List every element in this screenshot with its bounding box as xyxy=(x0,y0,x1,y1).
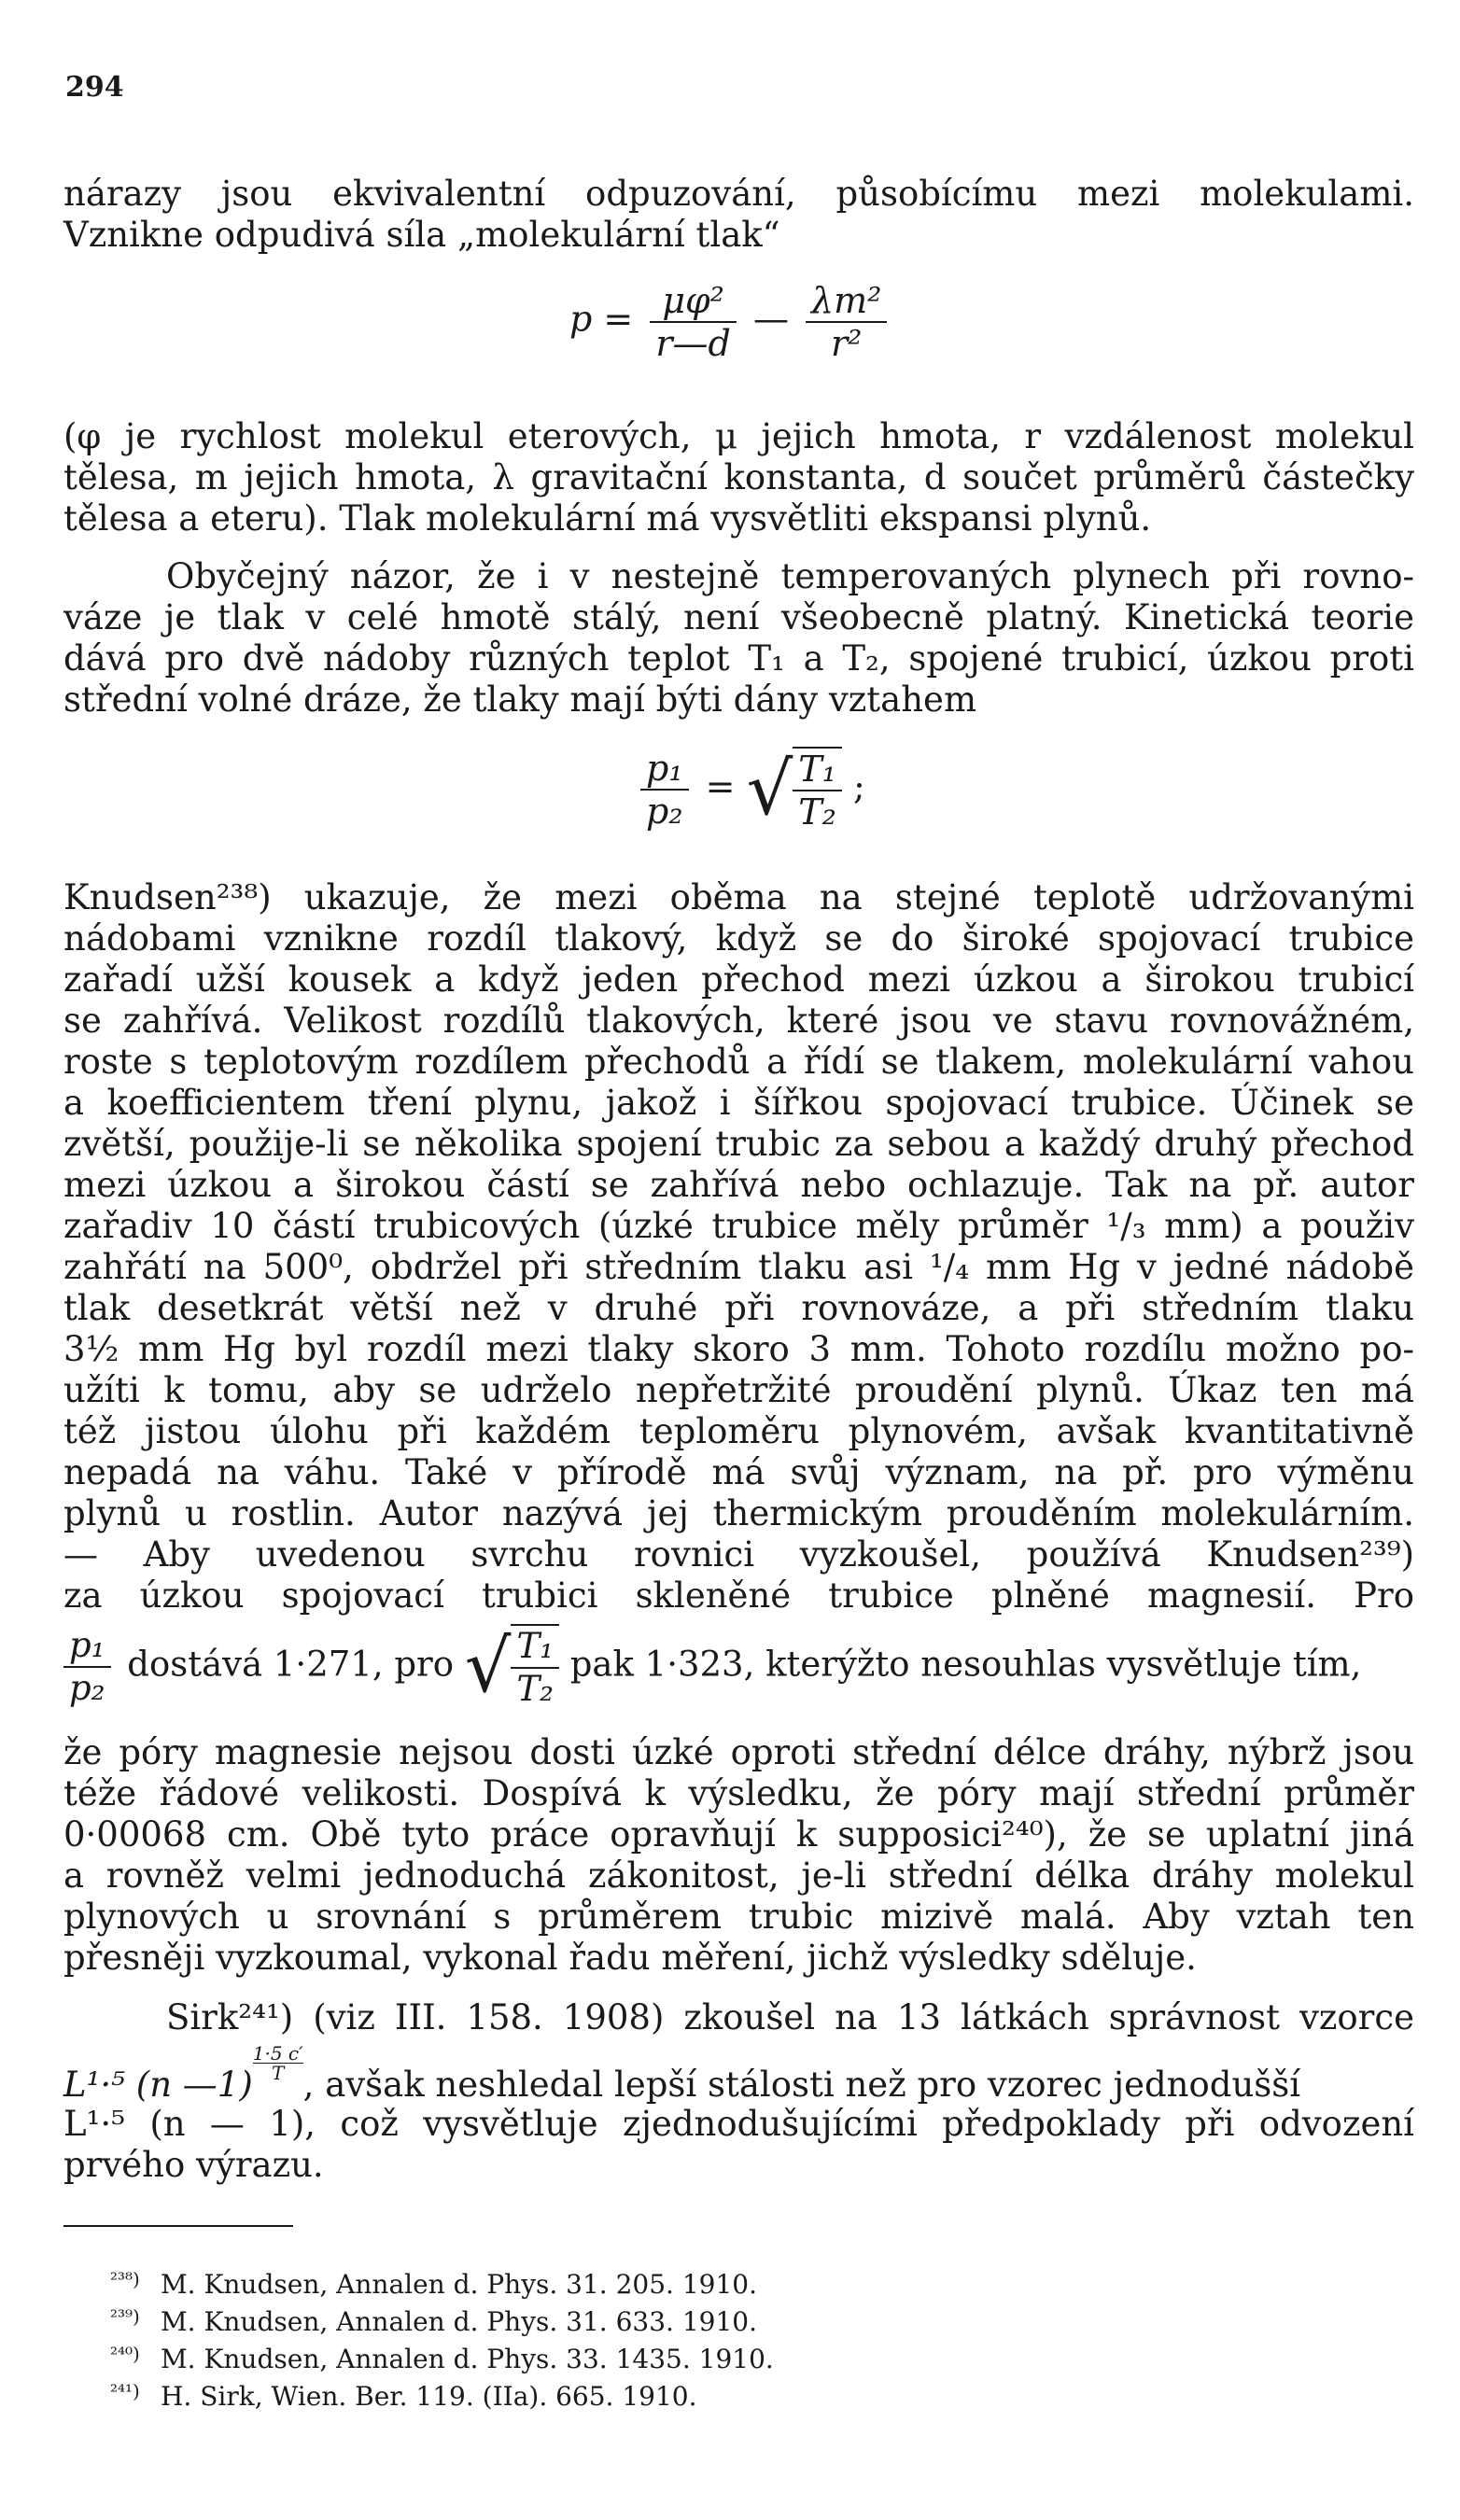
formula-equals: = xyxy=(705,765,736,807)
inline-sqrt: √ $\frac{\text{T₁}}{\text{T₂}}$ xyxy=(465,1624,559,1710)
page-number: 294 xyxy=(65,71,124,104)
text-line: a koefficientem tření plynu, jakož i šířkou spojovací trubice. Účinek se xyxy=(63,1083,1414,1123)
footnote: ²³⁸) M. Knudsen, Annalen d. Phys. 31. 205. 1910. xyxy=(110,2268,758,2300)
text-line: (φ je rychlost molekul eterových, μ jejich hmota, r vzdálenost molekul xyxy=(63,416,1414,456)
text-line: nárazy jsou ekvivalentní odpuzování, působícímu mezi molekulami. xyxy=(63,174,1414,214)
text-line: 0·00068 cm. Obě tyto práce opravňují k supposici²⁴⁰), že se uplatní jiná xyxy=(63,1814,1414,1855)
formula-minus: — xyxy=(752,298,789,340)
text-line: roste s teplotovým rozdílem přechodů a řídí se tlakem, molekulární vahou xyxy=(63,1042,1414,1082)
footnote-rule xyxy=(63,2225,293,2227)
text-line: — Aby uvedenou svrchu rovnici vyzkoušel, používá Knudsen²³⁹) xyxy=(63,1534,1414,1575)
text-line-formula: L¹·⁵ (n —1) $\frac{1\cdot 5 c'}{T}$ , avšak neshledal lepší stálosti než pro vzorec jednodušší xyxy=(63,2042,1301,2105)
text-line: Obyčejný názor, že i v nestejně temperovaných plynech při rovno- xyxy=(166,556,1414,596)
text-line: zvětší, použije-li se několika spojení trubic za sebou a každý druhý přechod xyxy=(63,1124,1414,1164)
formula-end: ; xyxy=(852,765,865,807)
text-line: nepadá na váhu. Také v přírodě má svůj význam, na př. pro výměnu xyxy=(63,1452,1414,1492)
text-line: Sirk²⁴¹) (viz III. 158. 1908) zkoušel na 13 látkách správnost vzorce xyxy=(166,1997,1414,2037)
formula-fraction: $\frac{\text{μφ²}}{r—d}$ xyxy=(650,280,737,364)
text-line: tělesa, m jejich hmota, λ gravitační konstanta, d součet průměrů částečky xyxy=(63,457,1414,497)
text-line: též jistou úlohu při každém teploměru plynovém, avšak kvantitativně xyxy=(63,1411,1414,1451)
formula-pressure xyxy=(569,280,892,364)
text-line: střední volné dráze, že tlaky mají býti dány vztahem xyxy=(63,679,977,720)
text-line: téže řádové velikosti. Dospívá k výsledku, že póry mají střední průměr xyxy=(63,1773,1414,1813)
text-line: váze je tlak v celé hmotě stálý, není všeobecně platný. Kinetická teorie xyxy=(63,597,1414,637)
footnote: ²³⁹) M. Knudsen, Annalen d. Phys. 31. 633. 1910. xyxy=(110,2305,758,2337)
footnote: ²⁴¹) H. Sirk, Wien. Ber. 119. (IIa). 665. 1910. xyxy=(110,2380,697,2412)
formula-sqrt: √ $\frac{\text{T₁}}{\text{T₂}}$ xyxy=(747,747,842,833)
text-line: plynů u rostlin. Autor nazývá jej thermickým prouděním molekulárním. xyxy=(63,1493,1414,1533)
inline-text: pak 1·323, kterýžto nesouhlas vysvětluje tím, xyxy=(569,1644,1362,1685)
footnote: ²⁴⁰) M. Knudsen, Annalen d. Phys. 33. 1435. 1910. xyxy=(110,2343,774,2374)
text-line: tělesa a eteru). Tlak molekulární má vysvětliti ekspansi plynů. xyxy=(63,498,1152,539)
text-line: za úzkou spojovací trubici skleněné trubice plněné magnesií. Pro xyxy=(63,1575,1414,1616)
text-line: zařadiv 10 částí trubicových (úzké trubice měly průměr ¹/₃ mm) a použiv xyxy=(63,1206,1414,1246)
inline-formula-line xyxy=(63,1624,1361,1710)
text-line: a rovněž velmi jednoduchá zákonitost, je-li střední délka dráhy molekul xyxy=(63,1855,1414,1896)
text-line: se zahřívá. Velikost rozdílů tlakových, které jsou ve stavu rovnovážném, xyxy=(63,1001,1414,1041)
exponent-fraction: $\frac{1\cdot 5 c'}{T}$ xyxy=(252,2042,303,2084)
text-line: mezi úzkou a širokou částí se zahřívá nebo ochlazuje. Tak na př. autor xyxy=(63,1165,1414,1205)
text-line: plynových u srovnání s průměrem trubic mizivě malá. Aby vztah ten xyxy=(63,1897,1414,1937)
text-line: dává pro dvě nádoby různých teplot T₁ a T₂, spojené trubicí, úzkou proti xyxy=(63,638,1414,679)
text-line: zařadí užší kousek a když jeden přechod mezi úzkou a širokou trubicí xyxy=(63,959,1414,1000)
text-line: zahřátí na 500⁰, obdržel při středním tlaku asi ¹/₄ mm Hg v jedné nádobě xyxy=(63,1247,1414,1287)
inline-fraction: $\frac{\text{p₁}}{\text{p₂}}$ xyxy=(63,1625,111,1709)
text-line: 3½ mm Hg byl rozdíl mezi tlaky skoro 3 mm. Tohoto rozdílu možno po- xyxy=(63,1329,1414,1369)
text-line: Knudsen²³⁸) ukazuje, že mezi oběma na stejné teplotě udržovanými xyxy=(63,877,1414,917)
text-line: L¹·⁵ (n — 1), což vysvětluje zjednodušujícími předpoklady při odvození xyxy=(63,2104,1414,2144)
text-line: prvého výrazu. xyxy=(63,2145,324,2185)
text-line: Vznikne odpudivá síla „molekulární tlak“ xyxy=(63,215,780,255)
formula-fraction: $\frac{\text{λm²}}{\text{r²}}$ xyxy=(806,280,887,364)
formula-pressure-ratio xyxy=(635,747,865,833)
inline-text: dostává 1·271, pro xyxy=(127,1644,454,1685)
text-line: užíti k tomu, aby se udrželo nepřetržité proudění plynů. Úkaz ten má xyxy=(63,1370,1414,1410)
text-line: nádobami vznikne rozdíl tlakový, když se do široké spojovací trubice xyxy=(63,918,1414,959)
formula-fraction: $\frac{\text{p₁}}{\text{p₂}}$ xyxy=(640,748,689,832)
text-line: tlak desetkrát větší než v druhé při rovnováze, a při středním tlaku xyxy=(63,1288,1414,1328)
formula-lhs: p = xyxy=(569,298,634,340)
text-line: přesněji vyzkoumal, vykonal řadu měření, jichž výsledky sděluje. xyxy=(63,1938,1197,1978)
text-line: že póry magnesie nejsou dosti úzké oproti střední délce dráhy, nýbrž jsou xyxy=(63,1732,1414,1772)
